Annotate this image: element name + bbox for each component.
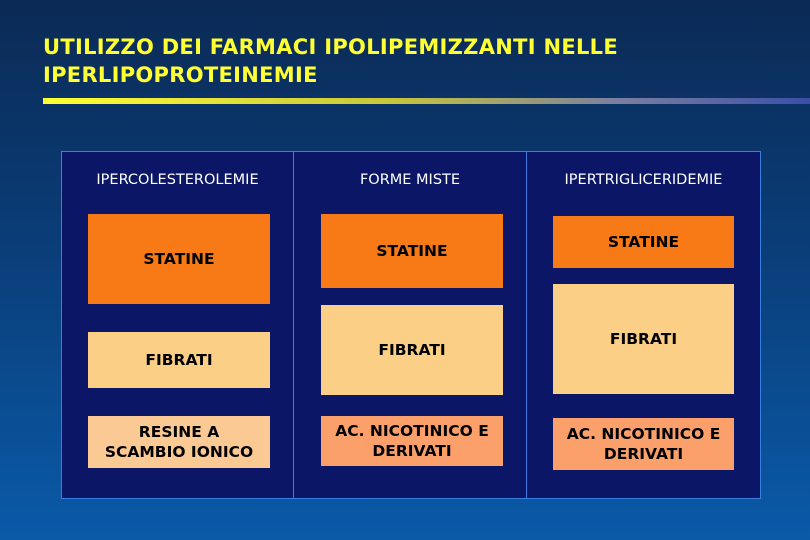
column-ipertrigliceridemie (527, 152, 760, 498)
box-statine: STATINE (88, 214, 270, 304)
column-forme-miste (294, 152, 527, 498)
title-underline (43, 98, 810, 104)
column-heading: FORME MISTE (359, 172, 461, 188)
box-fibrati: FIBRATI (321, 305, 503, 395)
box-fibrati: FIBRATI (553, 284, 734, 394)
slide-title: UTILIZZO DEI FARMACI IPOLIPEMIZZANTI NELLE IPERLIPOPROTEINEMIE (43, 35, 619, 87)
column-heading: IPERTRIGLICERIDEMIE (564, 172, 723, 188)
box-fibrati: FIBRATI (88, 332, 270, 388)
column-heading: IPERCOLESTEROLEMIE (96, 172, 259, 188)
box-ac-nicotinico: AC. NICOTINICO E DERIVATI (553, 418, 734, 470)
box-statine: STATINE (553, 216, 734, 268)
box-ac-nicotinico: AC. NICOTINICO E DERIVATI (321, 416, 503, 466)
box-statine: STATINE (321, 214, 503, 288)
box-resine: RESINE A SCAMBIO IONICO (88, 416, 270, 468)
column-ipercolesterolemie (62, 152, 294, 498)
drug-usage-panel (61, 151, 761, 499)
